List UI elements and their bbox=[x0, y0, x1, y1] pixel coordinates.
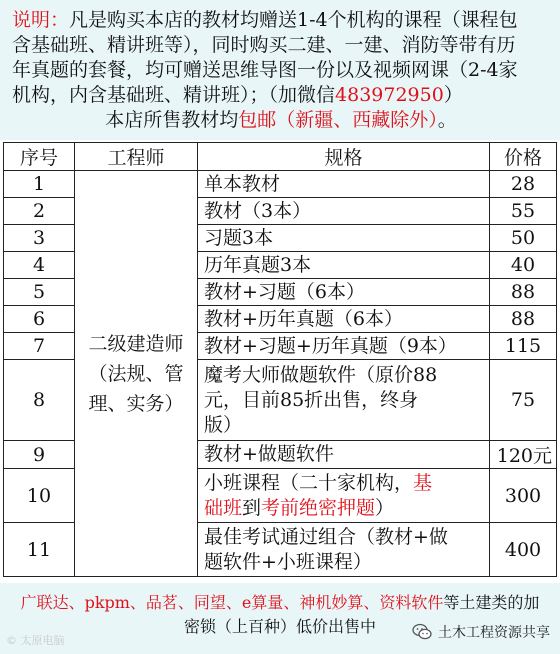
price-table bbox=[3, 142, 557, 577]
table-row: 10 小班课程（二十家机构，基 础班到考前绝密押题） 300 bbox=[4, 469, 557, 523]
notice-line-4: 机构，内含基础班、精讲班）；（加微信483972950） bbox=[12, 84, 463, 106]
table-row: 3 习题3本 50 bbox=[4, 225, 557, 252]
header-engineer: 工程师 bbox=[75, 143, 198, 171]
notice-line-1: 说明：凡是购买本店的教材均赠送1-4个机构的课程（课程包 bbox=[12, 9, 518, 31]
watermark-right bbox=[412, 622, 550, 642]
wechat-icon bbox=[412, 623, 432, 641]
table-row: 9 教材+做题软件 120元 bbox=[4, 441, 557, 469]
notice-line-5: 本店所售教材均包邮（新疆、西藏除外）。 bbox=[105, 109, 457, 131]
footer-line-1: 广联达、pkpm、品茗、同望、e算量、神机妙算、资料软件等土建类的加 bbox=[20, 593, 540, 612]
watermark-left: © 太原电脑 bbox=[6, 634, 65, 647]
header-price: 价格 bbox=[490, 143, 557, 171]
table-row: 8 魔考大师做题软件（原价88 元，目前85折出售，终身 版） 75 bbox=[4, 360, 557, 441]
table-row: 1 二级建造师 （法规、管 理、实务） 单本教材 28 bbox=[4, 171, 557, 198]
watermark-right-text: 土木工程资源共享 bbox=[438, 625, 550, 641]
table-row: 2 教材（3本） 55 bbox=[4, 198, 557, 225]
table-row: 11 最佳考试通过组合（教材+做 题软件+小班课程） 400 bbox=[4, 523, 557, 577]
header-no: 序号 bbox=[4, 143, 75, 171]
table-header-row bbox=[4, 143, 557, 171]
footer-line-2: 密锁（上百种）低价出售中 bbox=[183, 617, 376, 636]
notice-box bbox=[0, 0, 560, 140]
notice-line-3: 年真题的套餐，均可赠送思维导图一份以及视频网课（2-4家 bbox=[12, 59, 518, 81]
header-spec: 规格 bbox=[198, 143, 490, 171]
notice-label: 说明： bbox=[12, 9, 70, 31]
notice-line-2: 含基础班、精讲班等），同时购买二建、一建、消防等带有历 bbox=[12, 34, 516, 56]
table-row: 6 教材+历年真题（6本） 88 bbox=[4, 306, 557, 333]
engineer-cell: 二级建造师 （法规、管 理、实务） bbox=[75, 171, 198, 577]
wechat-id: 483972950 bbox=[335, 84, 444, 106]
table-row: 4 历年真题3本 40 bbox=[4, 252, 557, 279]
table-row: 7 教材+习题+历年真题（9本） 115 bbox=[4, 333, 557, 360]
footer-box bbox=[0, 583, 560, 654]
table-row: 5 教材+习题（6本） 88 bbox=[4, 279, 557, 306]
